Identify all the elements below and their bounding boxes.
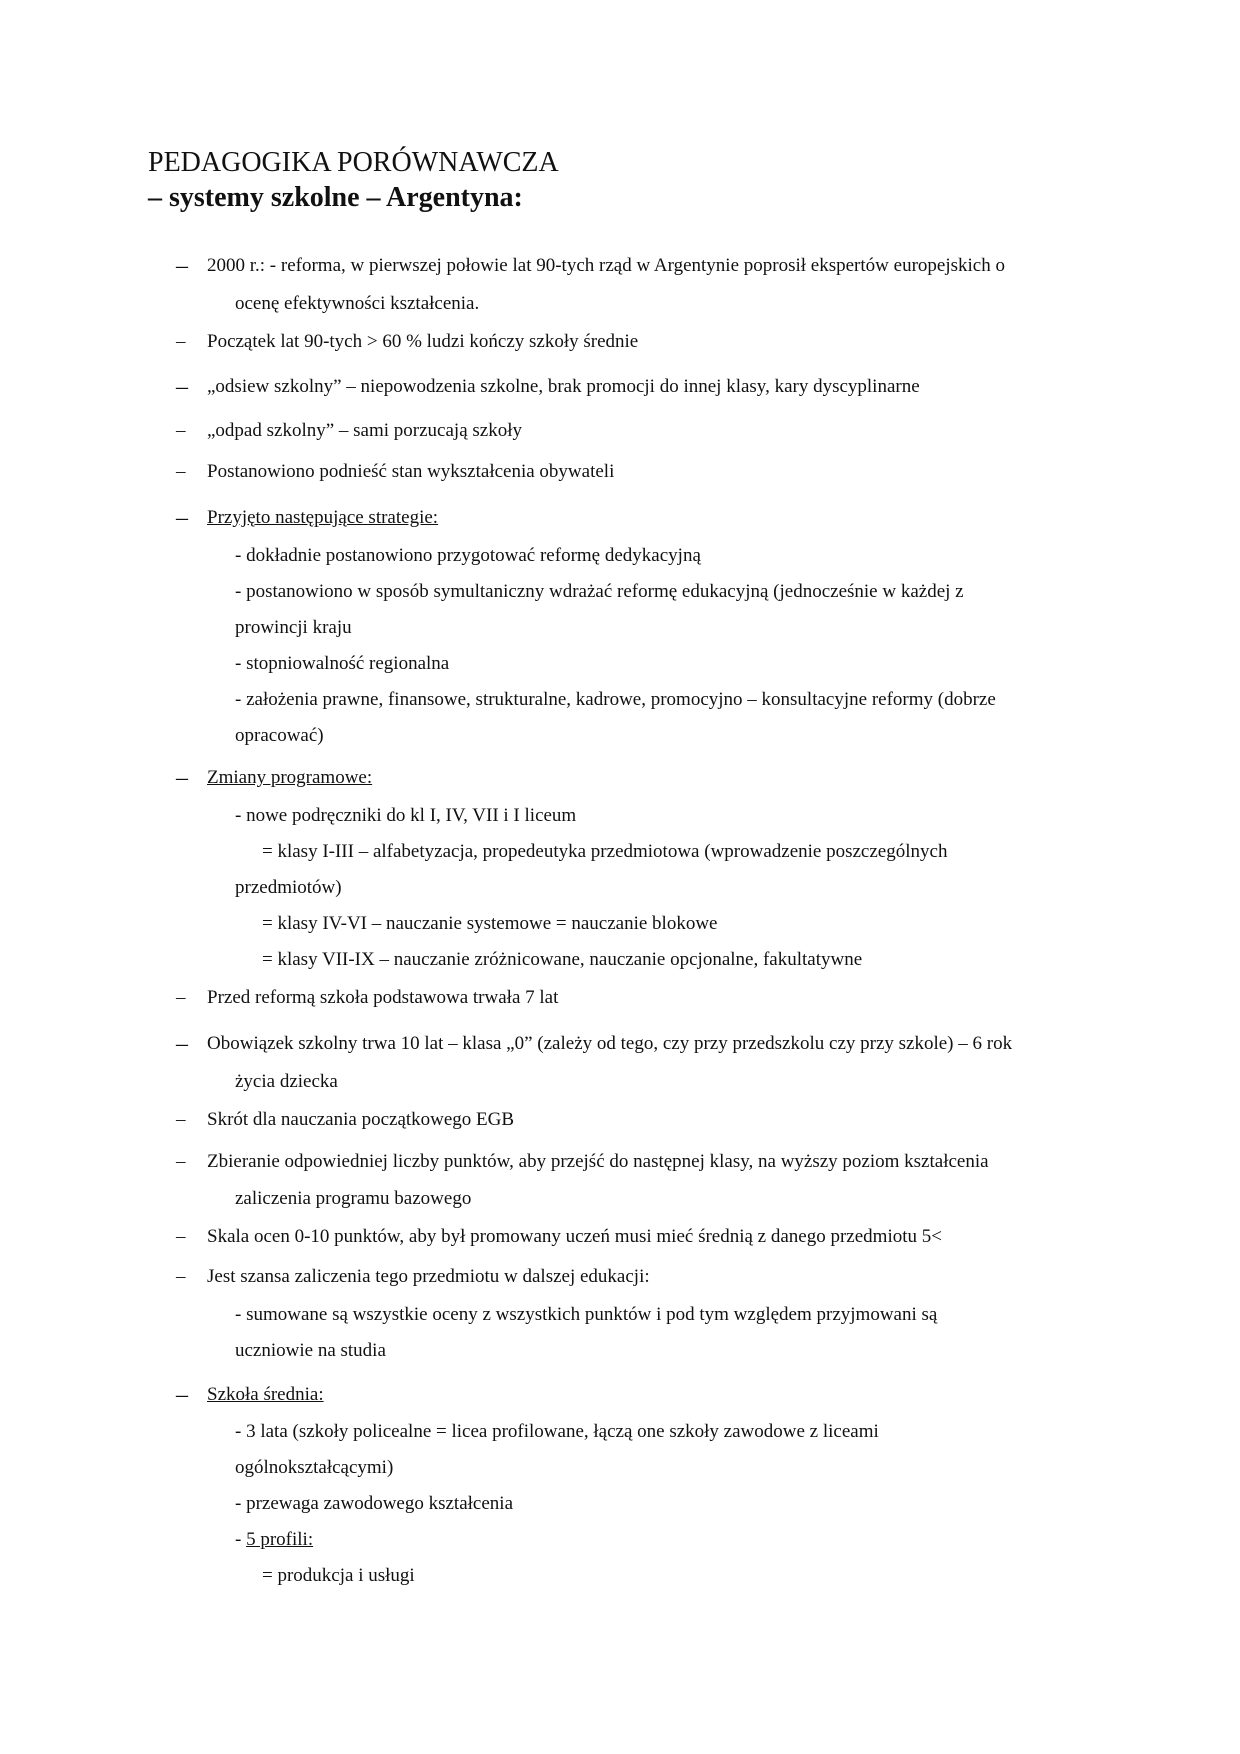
list-dash: – <box>176 505 188 531</box>
list-item-text: Początek lat 90-tych > 60 % ludzi kończy szkoły średnie <box>207 331 639 352</box>
list-item-text: ogólnokształcącymi) <box>235 1457 394 1478</box>
list-item-text: Skrót dla nauczania początkowego EGB <box>207 1109 515 1130</box>
list-dash: – <box>176 1266 186 1287</box>
list-item-text: „odsiew szkolny” – niepowodzenia szkolne, brak promocji do innej klasy, kary dyscyplinarne <box>207 376 920 397</box>
list-item-text: życia dziecka <box>235 1071 338 1092</box>
list-item-text: = klasy VII-IX – nauczanie zróżnicowane, nauczanie opcjonalne, fakultatywne <box>262 949 863 970</box>
list-item-text: - 3 lata (szkoły policealne = licea profilowane, łączą one szkoły zawodowe z liceami <box>235 1421 879 1442</box>
section-heading: Zmiany programowe: <box>207 767 373 788</box>
list-item-text: „odpad szkolny” – sami porzucają szkoły <box>207 420 522 441</box>
list-dash: – <box>176 1226 186 1247</box>
list-dash: – <box>176 253 188 279</box>
list-dash: – <box>176 1109 186 1130</box>
list-dash: – <box>176 1151 186 1172</box>
list-item-text: zaliczenia programu bazowego <box>235 1188 472 1209</box>
list-dash: – <box>176 461 186 482</box>
list-item-text: Jest szansa zaliczenia tego przedmiotu w dalszej edukacji: <box>207 1266 650 1287</box>
list-item-text: = klasy IV-VI – nauczanie systemowe = nauczanie blokowe <box>262 913 718 934</box>
list-item-text: - założenia prawne, finansowe, strukturalne, kadrowe, promocyjno – konsultacyjne reformy (dobrze <box>235 689 996 710</box>
list-item-text: Postanowiono podnieść stan wykształcenia obywateli <box>207 461 615 482</box>
list-item-text: uczniowie na studia <box>235 1340 386 1361</box>
list-item-text: - przewaga zawodowego kształcenia <box>235 1493 513 1514</box>
list-item-text <box>235 1528 313 1552</box>
list-dash: – <box>176 1031 188 1057</box>
list-item-text: - stopniowalność regionalna <box>235 653 450 674</box>
list-dash: – <box>176 331 186 352</box>
list-item-text: = produkcja i usługi <box>262 1565 415 1586</box>
section-heading: Przyjęto następujące strategie: <box>207 507 439 528</box>
document-title: PEDAGOGIKA PORÓWNAWCZA <box>148 147 559 178</box>
list-item-text: Obowiązek szkolny trwa 10 lat – klasa „0” (zależy od tego, czy przy przedszkolu czy przy szkole) – 6 rok <box>207 1033 1013 1054</box>
list-dash: – <box>176 765 188 791</box>
list-item-text: - sumowane są wszystkie oceny z wszystkich punktów i pod tym względem przyjmowani są <box>235 1304 938 1325</box>
list-dash: – <box>176 420 186 441</box>
list-item-text: = klasy I-III – alfabetyzacja, propedeutyka przedmiotowa (wprowadzenie poszczególnych <box>262 841 948 862</box>
list-item-text: opracować) <box>235 725 324 746</box>
list-item-text: - postanowiono w sposób symultaniczny wdrażać reformę edukacyjną (jednocześnie w każdej z <box>235 581 964 602</box>
list-item-text: - nowe podręczniki do kl I, IV, VII i I liceum <box>235 805 577 826</box>
list-item-text: przedmiotów) <box>235 877 342 898</box>
sub-heading: 5 profili: <box>246 1529 314 1550</box>
list-item-text: 2000 r.: - reforma, w pierwszej połowie lat 90-tych rząd w Argentynie poprosił ekspertów europejskich o <box>207 255 1005 276</box>
list-dash: – <box>176 374 188 400</box>
list-item-text: - dokładnie postanowiono przygotować reformę dedykacyjną <box>235 545 701 566</box>
list-item-text: Skala ocen 0-10 punktów, aby był promowany uczeń musi mieć średnią z danego przedmiotu 5< <box>207 1226 942 1247</box>
list-item-text: prowincji kraju <box>235 617 352 638</box>
list-item-text: ocenę efektywności kształcenia. <box>235 293 480 314</box>
list-dash: – <box>176 1382 188 1408</box>
section-heading: Szkoła średnia: <box>207 1384 324 1405</box>
list-item-text: Zbieranie odpowiedniej liczby punktów, aby przejść do następnej klasy, na wyższy poziom kształcenia <box>207 1151 989 1172</box>
document-subtitle: – systemy szkolne – Argentyna: <box>148 182 523 213</box>
list-dash: – <box>176 987 186 1008</box>
list-item-text: Przed reformą szkoła podstawowa trwała 7 lat <box>207 987 559 1008</box>
sub-bullet-prefix: - <box>235 1529 247 1550</box>
